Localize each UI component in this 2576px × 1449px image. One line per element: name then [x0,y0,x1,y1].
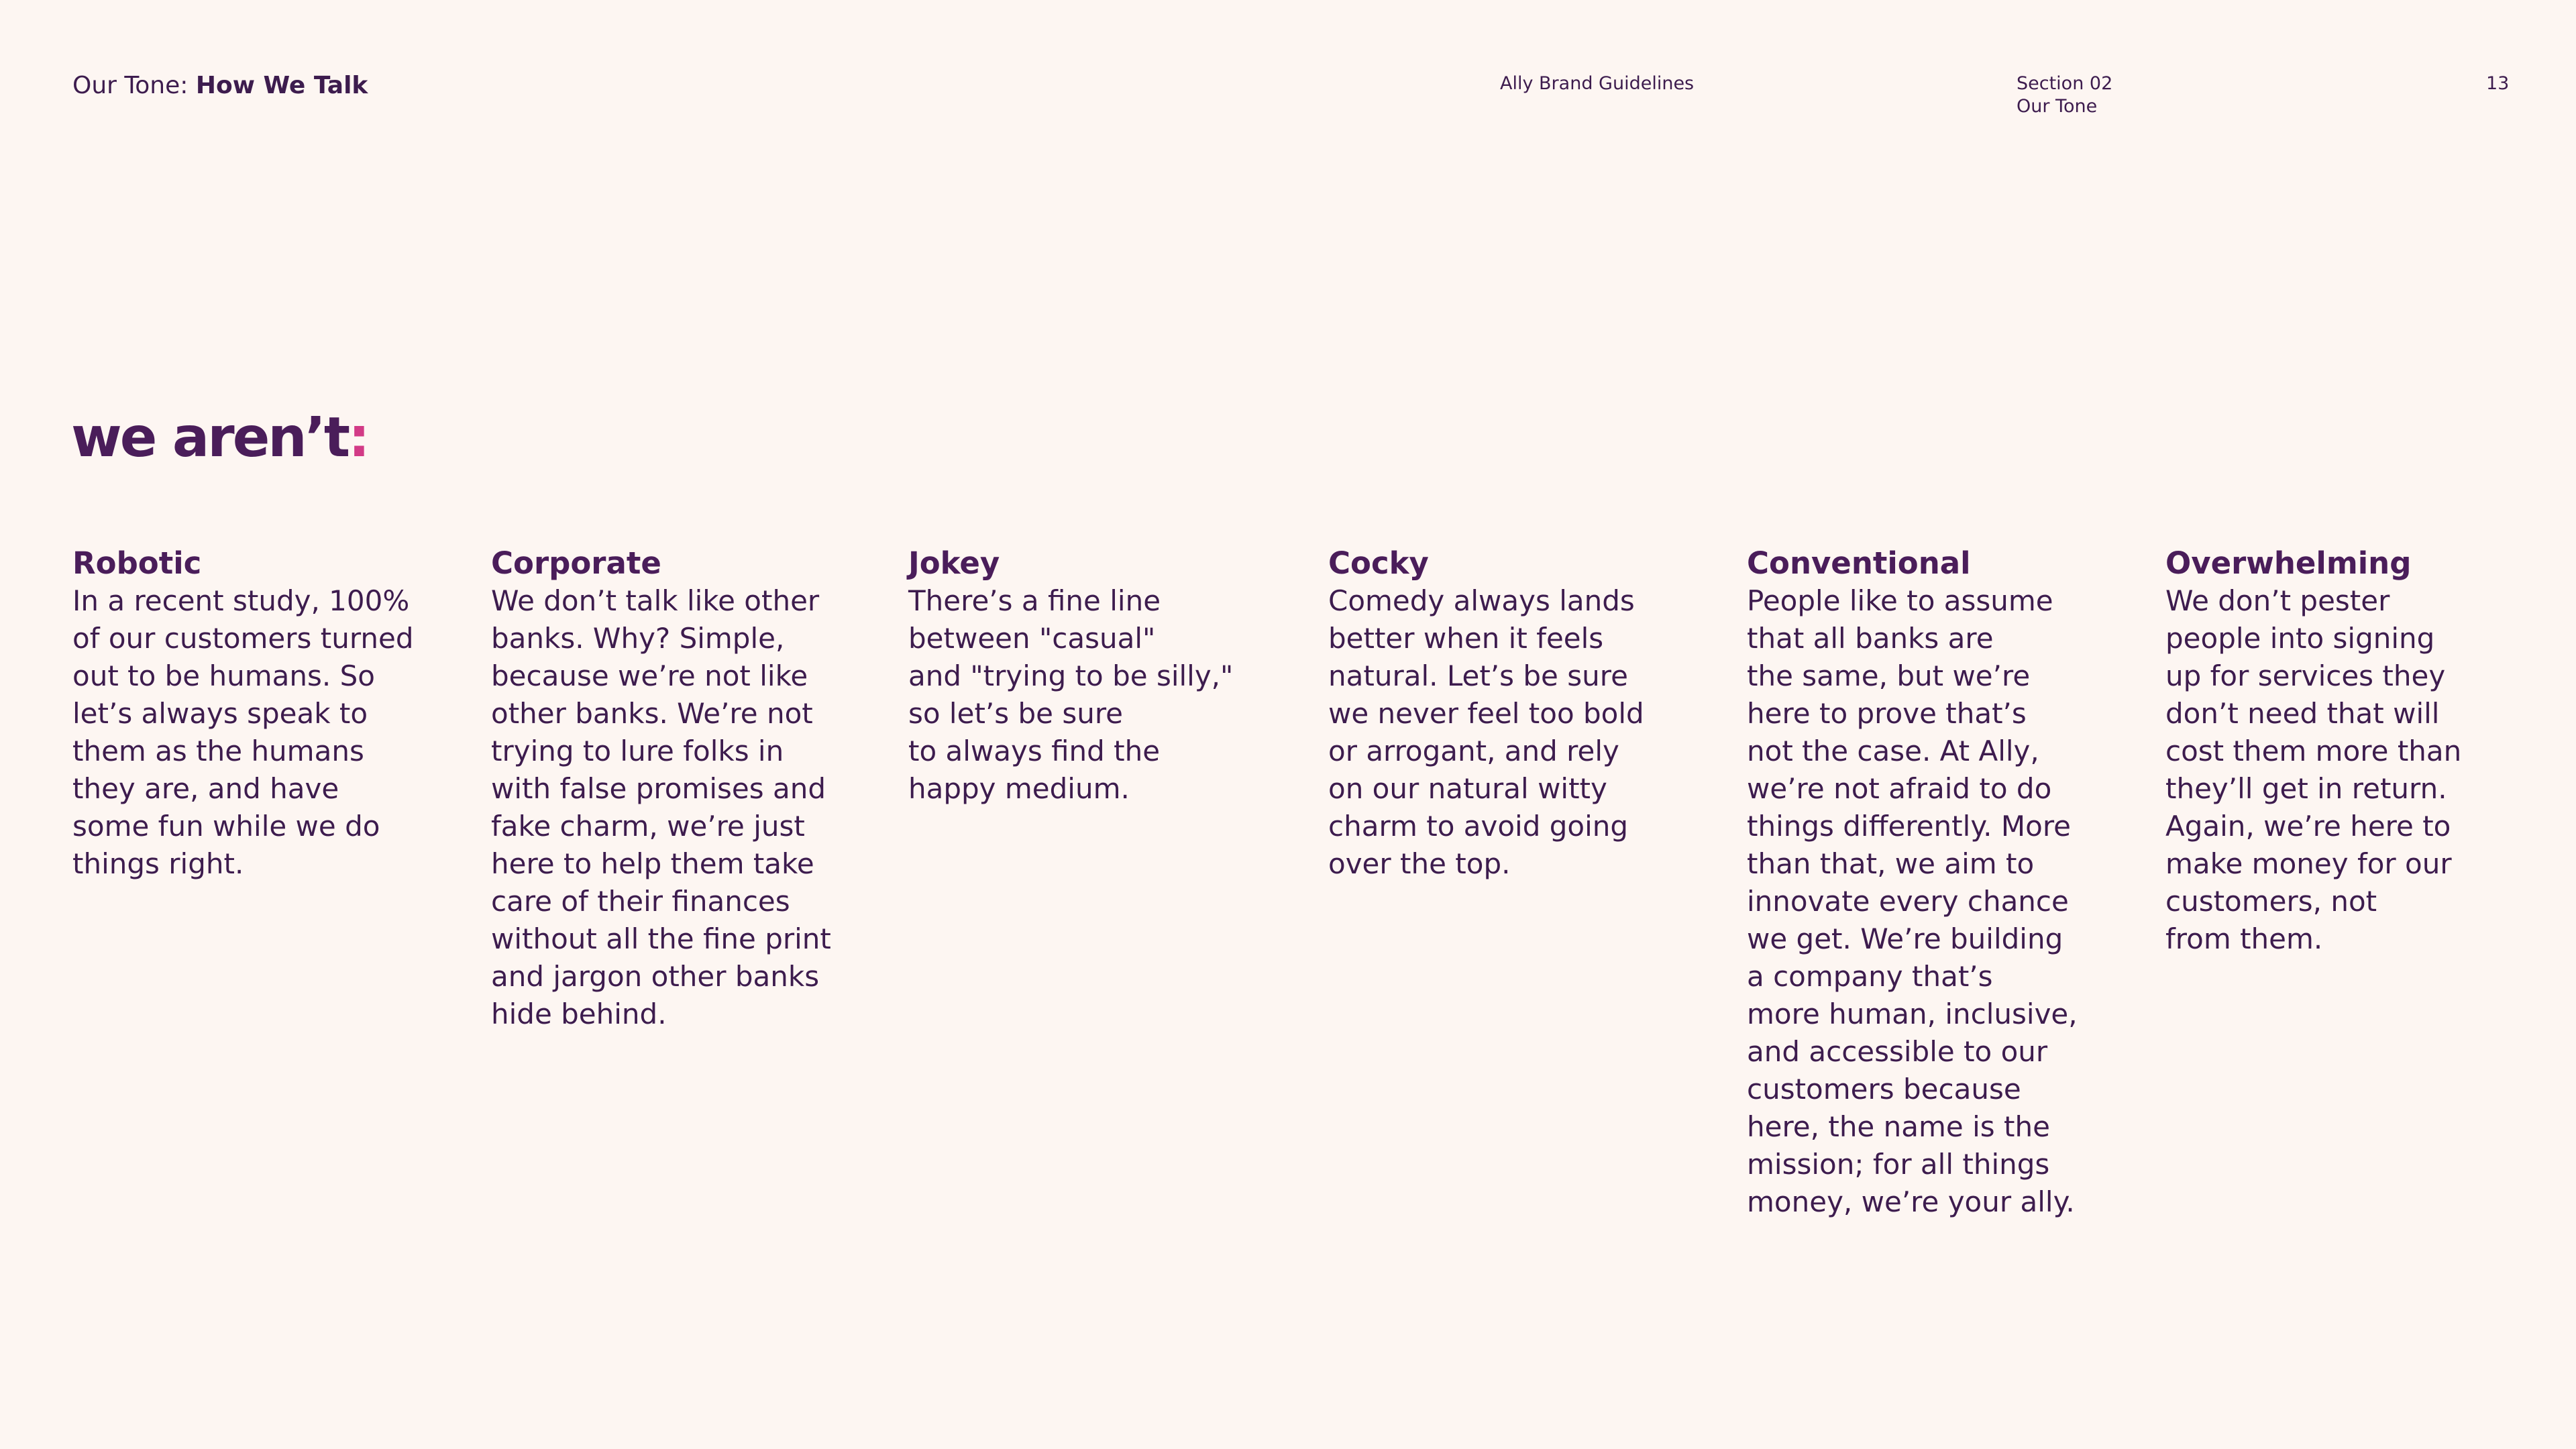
body-line: without all the fine print [491,922,831,955]
body-line: over the top. [1328,847,1511,880]
body-line: other banks. We’re not [491,697,813,730]
body-line: up for services they [2165,659,2446,692]
body-line: banks. Why? Simple, [491,622,785,655]
body-line: care of their finances [491,885,790,918]
column-robotic [72,545,448,883]
column-body [908,582,1284,808]
column-corporate [491,545,867,1033]
body-line: make money for our [2165,847,2452,880]
column-title: Robotic [72,545,202,581]
body-line: here to help them take [491,847,814,880]
body-line: on our natural witty [1328,772,1607,805]
body-line: innovate every chance [1747,885,2069,918]
body-line: trying to lure folks in [491,735,784,767]
body-line: In a recent study, 100% [72,584,410,617]
body-line: them as the humans [72,735,364,767]
body-line: so let’s be sure [908,697,1124,730]
body-line: we get. We’re building [1747,922,2063,955]
column-body [2165,582,2541,958]
body-line: from them. [2165,922,2323,955]
body-line: happy medium. [908,772,1130,805]
headline-colon: : [348,406,368,470]
page-headline [71,406,368,470]
column-title: Cocky [1328,545,1429,581]
column-overwhelming [2165,545,2541,958]
column-title: Corporate [491,545,661,581]
body-line: between "casual" [908,622,1156,655]
body-line: with false promises and [491,772,826,805]
body-line: that all banks are [1747,622,1994,655]
body-line: There’s a fine line [908,584,1161,617]
body-line: cost them more than [2165,735,2462,767]
column-body [72,582,448,883]
body-line: We don’t pester [2165,584,2390,617]
body-line: People like to assume [1747,584,2053,617]
body-line: Comedy always lands [1328,584,1635,617]
section-title [72,74,368,98]
body-line: to always find the [908,735,1161,767]
body-line: We don’t talk like other [491,584,820,617]
body-line: mission; for all things [1747,1148,2050,1181]
body-line: here to prove that’s [1747,697,2027,730]
body-line: they’ll get in return. [2165,772,2447,805]
body-line: people into signing [2165,622,2435,655]
page-number: 13 [2486,73,2510,94]
brand-name: Ally Brand Guidelines [1500,73,1695,94]
body-line: and "trying to be silly," [908,659,1234,692]
body-line: customers because [1747,1073,2021,1106]
column-body [1328,582,1704,883]
body-line: money, we’re your ally. [1747,1185,2075,1218]
section-name: Our Tone [2017,96,2098,117]
body-line: and accessible to our [1747,1035,2048,1068]
column-conventional [1747,545,2123,1221]
body-line: they are, and have [72,772,339,805]
body-line: Again, we’re here to [2165,810,2451,843]
body-line: customers, not [2165,885,2377,918]
headline-text: we aren’t [71,406,349,470]
column-body [1747,582,2123,1221]
body-line: charm to avoid going [1328,810,1629,843]
body-line: and jargon other banks [491,960,820,993]
section-number: Section 02 [2017,73,2113,94]
body-line: things right. [72,847,244,880]
body-line: we never feel too bold [1328,697,1644,730]
body-line: more human, inclusive, [1747,998,2078,1030]
body-line: better when it feels [1328,622,1604,655]
column-title: Jokey [908,545,1000,581]
body-line: things differently. More [1747,810,2071,843]
body-line: of our customers turned [72,622,414,655]
column-title: Overwhelming [2165,545,2412,581]
body-line: let’s always speak to [72,697,368,730]
body-line: fake charm, we’re just [491,810,805,843]
body-line: out to be humans. So [72,659,375,692]
section-prefix: Our Tone: [72,72,196,99]
body-line: here, the name is the [1747,1110,2050,1143]
column-body [491,582,867,1033]
body-line: some fun while we do [72,810,380,843]
body-line: not the case. At Ally, [1747,735,2039,767]
section-label [2017,72,2112,118]
body-line: the same, but we’re [1747,659,2031,692]
body-line: don’t need that will [2165,697,2440,730]
body-line: natural. Let’s be sure [1328,659,1628,692]
body-line: hide behind. [491,998,667,1030]
column-jokey [908,545,1284,808]
body-line: or arrogant, and rely [1328,735,1619,767]
body-line: because we’re not like [491,659,808,692]
column-title: Conventional [1747,545,1971,581]
body-line: than that, we aim to [1747,847,2035,880]
section-title-bold: How We Talk [195,72,368,99]
column-cocky [1328,545,1704,883]
body-line: a company that’s [1747,960,1993,993]
body-line: we’re not afraid to do [1747,772,2052,805]
